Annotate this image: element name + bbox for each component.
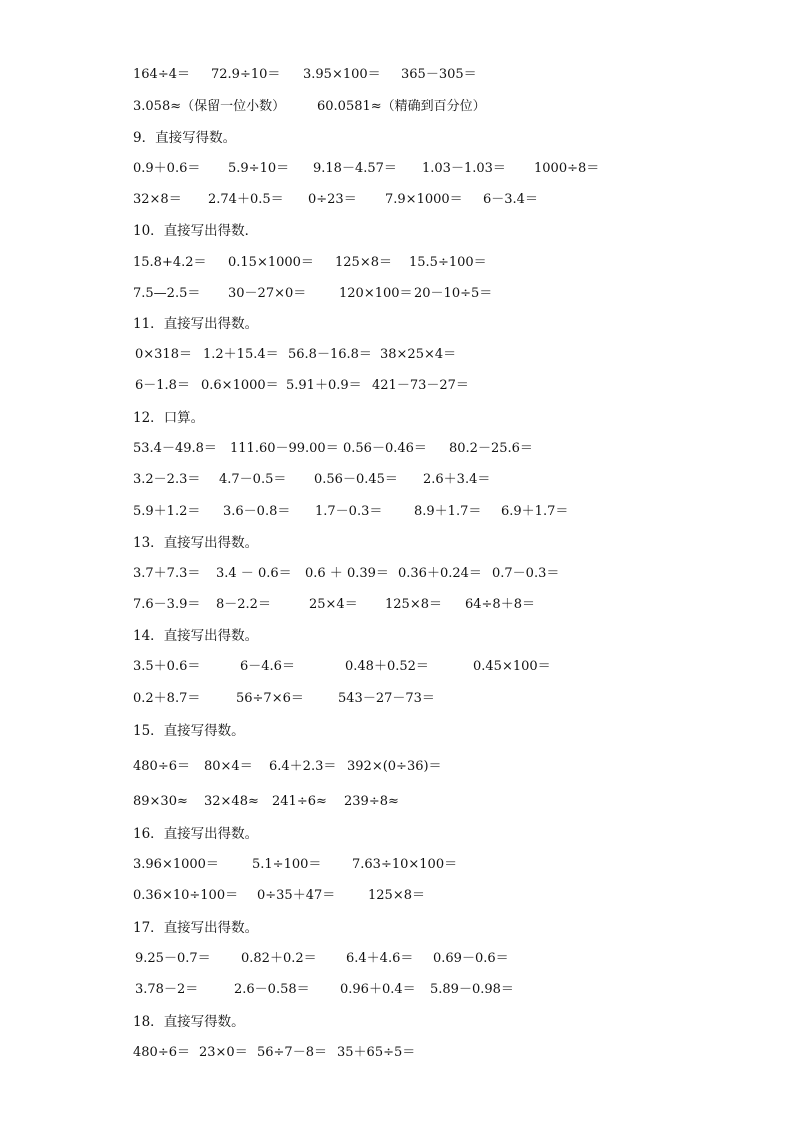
question-heading-14: 14．直接写出得数。	[133, 628, 259, 644]
problem: 6.4＋2.3＝	[269, 759, 337, 774]
problem: 9.18－4.57＝	[313, 161, 397, 176]
problem: 0.45×100＝	[473, 659, 551, 674]
problem: 53.4－49.8＝	[133, 441, 217, 456]
problem: 1000÷8＝	[534, 161, 600, 176]
problem: 125×8＝	[368, 888, 425, 903]
question-heading-15: 15．直接写得数。	[133, 723, 245, 739]
question-heading-18: 18．直接写得数。	[133, 1014, 245, 1030]
problem: 5.9＋1.2＝	[133, 504, 201, 519]
problem: 1.2＋15.4＝	[203, 347, 279, 362]
problem: 239÷8≈	[344, 794, 399, 809]
question-heading-10: 10．直接写出得数．	[133, 223, 259, 239]
problem: 60.0581≈（精确到百分位）	[317, 99, 486, 114]
problem: 80.2－25.6＝	[449, 441, 533, 456]
problem: 5.89－0.98＝	[430, 982, 514, 997]
problem: 38×25×4＝	[380, 347, 457, 362]
problem: 0.69－0.6＝	[433, 951, 509, 966]
problem: 9.25－0.7＝	[135, 951, 211, 966]
problem: 3.95×100＝	[303, 67, 381, 82]
problem: 0×318＝	[135, 347, 192, 362]
problem: 480÷6＝	[133, 1045, 190, 1060]
problem: 0.6×1000＝	[201, 378, 279, 393]
problem: 0.96＋0.4＝	[340, 982, 416, 997]
problem: 23×0＝	[199, 1045, 248, 1060]
problem: 5.9÷10＝	[228, 161, 290, 176]
problem: 111.60－99.00＝	[230, 441, 339, 456]
problem: 64÷8＋8＝	[465, 597, 535, 612]
problem: 72.9÷10＝	[211, 67, 281, 82]
problem: 8.9＋1.7＝	[414, 504, 482, 519]
problem: 3.058≈（保留一位小数）	[133, 99, 286, 114]
problem: 543－27－73＝	[338, 691, 435, 706]
problem: 3.6－0.8＝	[223, 504, 291, 519]
question-heading-13: 13．直接写出得数。	[133, 535, 259, 551]
problem: 0÷23＝	[308, 192, 357, 207]
problem: 0.9＋0.6＝	[133, 161, 201, 176]
problem: 30－27×0＝	[228, 286, 307, 301]
problem: 3.5＋0.6＝	[133, 659, 201, 674]
problem: 3.2－2.3＝	[133, 472, 201, 487]
problem: 32×8＝	[133, 192, 182, 207]
problem: 25×4＝	[309, 597, 358, 612]
problem: 0÷35＋47＝	[257, 888, 336, 903]
problem: 2.6＋3.4＝	[423, 472, 491, 487]
problem: 3.4 － 0.6＝	[216, 566, 292, 581]
problem: 0.6 ＋ 0.39＝	[305, 566, 389, 581]
question-heading-17: 17．直接写出得数。	[133, 920, 259, 936]
question-heading-11: 11．直接写出得数。	[133, 316, 259, 332]
problem: 5.91＋0.9＝	[286, 378, 362, 393]
problem: 7.5—2.5＝	[133, 286, 201, 301]
problem: 80×4＝	[204, 759, 253, 774]
problem: 120×100＝	[339, 286, 413, 301]
problem: 0.36＋0.24＝	[398, 566, 482, 581]
problem: 0.7－0.3＝	[492, 566, 560, 581]
problem: 0.48＋0.52＝	[345, 659, 429, 674]
problem: 2.74＋0.5＝	[208, 192, 284, 207]
problem: 15.5÷100＝	[409, 255, 487, 270]
problem: 6.4＋4.6＝	[346, 951, 414, 966]
problem: 89×30≈	[133, 794, 188, 809]
question-heading-12: 12．口算。	[133, 410, 205, 426]
problem: 164÷4＝	[133, 67, 190, 82]
problem: 480÷6＝	[133, 759, 190, 774]
problem: 8－2.2＝	[216, 597, 271, 612]
problem: 4.7－0.5＝	[219, 472, 287, 487]
problem: 7.63÷10×100＝	[352, 857, 458, 872]
problem: 0.36×10÷100＝	[133, 888, 239, 903]
problem: 125×8＝	[335, 255, 392, 270]
problem: 6－1.8＝	[135, 378, 190, 393]
problem: 241÷6≈	[272, 794, 327, 809]
problem: 0.15×1000＝	[228, 255, 314, 270]
problem: 6－4.6＝	[240, 659, 295, 674]
problem: 7.9×1000＝	[385, 192, 463, 207]
problem: 3.7＋7.3＝	[133, 566, 201, 581]
question-heading-16: 16．直接写出得数。	[133, 826, 259, 842]
problem: 32×48≈	[204, 794, 259, 809]
problem: 15.8+4.2＝	[133, 255, 207, 270]
problem: 0.82＋0.2＝	[241, 951, 317, 966]
problem: 365－305＝	[401, 67, 477, 82]
question-heading-9: 9．直接写得数。	[133, 130, 237, 146]
problem: 6－3.4＝	[483, 192, 538, 207]
problem: 56÷7×6＝	[236, 691, 304, 706]
problem: 35＋65÷5＝	[337, 1045, 416, 1060]
problem: 1.7－0.3＝	[315, 504, 383, 519]
problem: 2.6－0.58＝	[234, 982, 310, 997]
problem: 0.2＋8.7＝	[133, 691, 201, 706]
problem: 125×8＝	[385, 597, 442, 612]
problem: 0.56－0.45＝	[314, 472, 398, 487]
problem: 3.96×1000＝	[133, 857, 219, 872]
problem: 20－10÷5＝	[414, 286, 493, 301]
problem: 1.03－1.03＝	[422, 161, 506, 176]
problem: 5.1÷100＝	[252, 857, 322, 872]
problem: 6.9＋1.7＝	[501, 504, 569, 519]
problem: 392×(0÷36)＝	[347, 759, 442, 774]
problem: 56.8－16.8＝	[288, 347, 372, 362]
problem: 421－73－27＝	[372, 378, 469, 393]
problem: 56÷7－8＝	[257, 1045, 327, 1060]
problem: 7.6－3.9＝	[133, 597, 201, 612]
problem: 0.56－0.46＝	[343, 441, 427, 456]
problem: 3.78－2＝	[135, 982, 199, 997]
